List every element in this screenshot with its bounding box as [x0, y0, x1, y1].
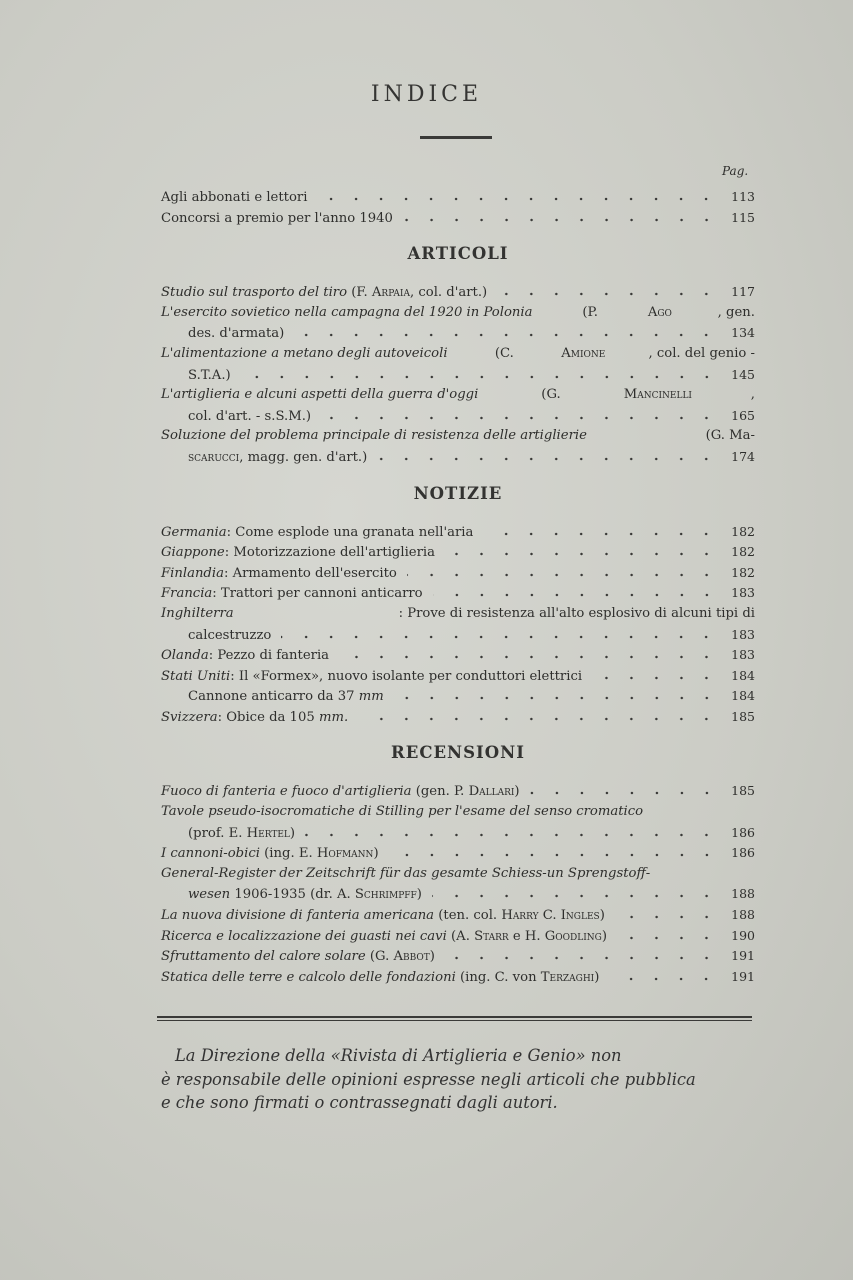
toc-entry-line [161, 323, 755, 344]
author-name: Dallari [468, 784, 515, 800]
entry-detail: Cannone anticarro da 37 [188, 689, 359, 705]
entry-title: Soluzione del problema principale di resistenza delle artiglierie [161, 428, 587, 444]
author-name: Starr [474, 928, 509, 944]
toc-entry-line [161, 823, 755, 844]
dot-leader [403, 218, 719, 222]
entry-detail: : Pezzo di fanteria [208, 648, 330, 664]
toc-entry-line [161, 967, 755, 988]
entry-text [161, 906, 605, 927]
dot-leader [445, 552, 719, 556]
entry-detail: ) [599, 908, 605, 924]
toc-entry-line [161, 686, 755, 707]
entry-text [188, 885, 422, 906]
entry-detail: , gen. [717, 304, 755, 320]
entry-title: Tavole pseudo-isocromatiche di Stilling per l'esame del senso cromatico [161, 804, 644, 820]
entry-text [161, 303, 755, 324]
entry-detail: (ing. C. von [455, 969, 541, 985]
page-number: 186 [731, 824, 755, 840]
entry-text [161, 344, 755, 365]
author-name: Abbot [393, 949, 430, 965]
author-name: Hofmann [316, 846, 374, 862]
toc-entry-line [161, 542, 755, 563]
page-number: 190 [731, 927, 755, 943]
entry-detail: des. d'armata) [188, 326, 285, 342]
dot-leader [609, 977, 719, 981]
dot-leader [617, 936, 719, 940]
toc-entry-line [161, 781, 755, 802]
dot-leader [530, 791, 719, 795]
page-number: 186 [731, 845, 755, 861]
disclaimer-line: è responsabile delle opinioni espresse negli articoli che pubblica [161, 1069, 696, 1089]
toc-entry-line [161, 802, 755, 823]
toc-entry-line [161, 707, 755, 728]
dot-leader [358, 717, 719, 721]
entry-detail: : Motorizzazione dell'artiglieria [224, 545, 435, 561]
toc-entry-line [161, 385, 755, 406]
page-number: 188 [731, 886, 755, 902]
entry-detail: , [750, 387, 755, 403]
entry-title: Olanda [161, 648, 209, 664]
entry-detail: ) [601, 928, 608, 944]
dot-leader [433, 593, 719, 597]
entry-title: Sfruttamento del calore solare [161, 949, 366, 965]
entry-detail: (A. [446, 928, 475, 944]
page-column-label: Pag. [722, 164, 749, 178]
toc-entry-line [161, 926, 755, 947]
author-name: Amione [561, 345, 606, 361]
entry-title: mm. [318, 709, 349, 725]
toc-entry-line [161, 282, 755, 303]
page-number: 145 [731, 366, 755, 382]
dot-leader [241, 375, 719, 379]
toc-entry-line [161, 946, 755, 967]
table-of-contents [161, 187, 755, 987]
entry-title: Ricerca e localizzazione dei guasti nei cavi [161, 928, 447, 944]
author-name: Ago [647, 304, 672, 320]
toc-entry-line [161, 864, 755, 885]
entry-text [161, 188, 307, 209]
toc-entry-line [161, 843, 755, 864]
dot-leader [394, 696, 719, 700]
entry-detail: ) [289, 825, 296, 841]
author-name: Harry C. Ingles [501, 908, 600, 924]
toc-entry-line [161, 522, 755, 543]
author-name: Goodling [544, 928, 602, 944]
entry-title: Statica delle terre e calcolo delle fondazioni [161, 969, 456, 985]
entry-text [161, 543, 435, 564]
page-number: 185 [731, 783, 755, 799]
entry-detail: , col. d'art.) [409, 285, 488, 301]
entry-text [161, 844, 379, 865]
author-name: Arpaia [371, 285, 410, 301]
entry-detail: calcestruzzo [188, 627, 272, 643]
entry-title: Germania [161, 524, 227, 540]
toc-entry-line [161, 905, 755, 926]
entry-text [161, 927, 607, 948]
page-number: 117 [731, 284, 755, 300]
dot-leader [483, 532, 719, 536]
entry-detail: (G. [537, 387, 565, 403]
toc-entry-line [161, 447, 755, 468]
entry-text [161, 604, 755, 625]
entry-text [161, 564, 397, 585]
page-title: INDICE [370, 82, 483, 107]
disclaimer-line: La Direzione della «Rivista di Artiglieria e Genio» non [175, 1046, 622, 1065]
toc-section [161, 468, 755, 728]
page-number: 113 [731, 189, 755, 204]
page-number: 184 [731, 688, 755, 704]
dot-leader [377, 457, 719, 461]
entry-title: wesen [188, 887, 231, 903]
entry-detail: ) [594, 969, 600, 985]
dot-leader [305, 833, 719, 837]
entry-detail: (G. [365, 949, 394, 965]
entry-detail: e H. [508, 928, 545, 944]
page-number: 174 [731, 448, 755, 464]
entry-detail: : Come esplode una granata nell'aria [226, 524, 474, 540]
entry-detail: : Obice da 105 [217, 709, 319, 725]
section-heading: NOTIZIE [413, 483, 503, 503]
author-name: Schrimpff [354, 887, 417, 903]
entry-text [188, 366, 231, 387]
dot-leader [317, 197, 719, 201]
entry-detail: : Prove di resistenza all'alto esplosivo di alcuni tipi di [398, 605, 755, 621]
page-number: 188 [731, 907, 755, 923]
entry-text [161, 584, 423, 605]
section-heading: RECENSIONI [391, 743, 525, 763]
toc-entry-line [161, 563, 755, 584]
entry-detail: ) [373, 846, 379, 862]
entry-text [188, 626, 271, 647]
entry-detail: (C. [490, 345, 519, 361]
entry-text [161, 708, 348, 729]
dot-leader [294, 333, 719, 337]
page-number: 115 [731, 209, 755, 225]
title-divider [420, 136, 492, 139]
entry-detail: (prof. E. [188, 825, 247, 841]
entry-title: L'artiglieria e alcuni aspetti della guerra d'oggi [161, 387, 479, 403]
toc-entry-line [161, 208, 755, 229]
entry-detail: ) [514, 784, 520, 800]
section-heading: ARTICOLI [407, 244, 509, 264]
toc-section [161, 727, 755, 987]
page-number: 165 [731, 407, 755, 423]
entry-detail: , magg. gen. d'art.) [239, 449, 368, 465]
entry-title: L'esercito sovietico nella campagna del 1920 in Polonia [161, 304, 533, 320]
entry-title: Stati Uniti [161, 668, 231, 684]
entry-detail: : Armamento dell'esercito [223, 565, 397, 581]
dot-leader [432, 894, 719, 898]
toc-entry-line [161, 666, 755, 687]
disclaimer-note [161, 1044, 756, 1115]
entry-detail: (ing. E. [259, 846, 317, 862]
entry-title: Francia [161, 586, 213, 602]
entry-detail: : Trattori per cannoni anticarro [212, 586, 423, 602]
dot-leader [615, 915, 719, 919]
page-number: 191 [731, 948, 755, 964]
toc-entry-line [161, 365, 755, 386]
page-number: 183 [731, 585, 755, 601]
page-number: 134 [731, 325, 755, 341]
toc-section [161, 228, 755, 467]
entry-title: Studio sul trasporto del tiro [161, 285, 348, 301]
entry-title: Fuoco di fanteria e fuoco d'artiglieria [161, 784, 412, 800]
entry-title: Finlandia [161, 565, 224, 581]
entry-text [188, 448, 367, 469]
entry-detail: ) [429, 949, 435, 965]
toc-entry-line [161, 344, 755, 365]
entry-title: Giappone [161, 545, 225, 561]
entry-text [188, 687, 384, 708]
dot-leader [339, 655, 719, 659]
entry-text [188, 324, 284, 345]
page-number: 182 [731, 523, 755, 539]
toc-entry-line [161, 426, 755, 447]
entry-title: L'alimentazione a metano degli autoveicoli [161, 345, 448, 361]
entry-detail: 1906-1935 (dr. A. [230, 887, 355, 903]
page-number: 182 [731, 564, 755, 580]
entry-text [188, 824, 295, 845]
entry-title: General-Register der Zeitschrift für das gesamte Schiess-un Sprengstoff- [161, 865, 651, 881]
entry-text [161, 523, 473, 544]
entry-detail: (P. [578, 304, 603, 320]
entry-text [161, 864, 755, 885]
entry-text [161, 968, 599, 989]
page-number: 184 [731, 667, 755, 683]
entry-detail: , col. del genio - [648, 345, 755, 361]
toc-section [161, 187, 755, 228]
entry-title: mm [358, 689, 384, 705]
footer-double-rule [157, 1016, 752, 1021]
dot-leader [389, 853, 719, 857]
toc-entry-line [161, 406, 755, 427]
author-name: Mancinelli [623, 387, 692, 403]
entry-title: La nuova divisione di fanteria americana [161, 908, 435, 924]
author-name: Terzaghi [540, 969, 595, 985]
entry-detail: (ten. col. [434, 908, 502, 924]
page-number: 191 [731, 968, 755, 984]
entry-text [161, 426, 755, 447]
author-name: Hertel [246, 825, 290, 841]
entry-detail: ) [416, 887, 422, 903]
entry-detail: S.T.A.) [188, 367, 231, 383]
toc-entry-line [161, 645, 755, 666]
entry-text [161, 782, 520, 803]
toc-entry-line [161, 187, 755, 208]
toc-entry-line [161, 604, 755, 625]
entry-text [161, 947, 435, 968]
toc-entry-line [161, 303, 755, 324]
author-name: scarucci [188, 449, 240, 465]
toc-entry-line [161, 625, 755, 646]
entry-text [188, 407, 311, 428]
disclaimer-line: e che sono firmati o contrassegnati dagli autori. [161, 1093, 558, 1112]
entry-detail: col. d'art. - s.S.M.) [188, 408, 312, 424]
entry-detail: Concorsi a premio per l'anno 1940 [161, 210, 393, 226]
page-number: 182 [731, 544, 755, 560]
entry-text [161, 283, 487, 304]
entry-detail: (F. [347, 285, 372, 301]
dot-leader [321, 416, 719, 420]
entry-text [161, 385, 755, 406]
entry-text [161, 802, 755, 823]
page-number: 183 [731, 626, 755, 642]
page-number: 183 [731, 647, 755, 663]
toc-entry-line [161, 884, 755, 905]
entry-detail: (gen. P. [411, 784, 469, 800]
entry-detail: (G. Ma- [701, 428, 755, 444]
entry-title: Inghilterra [161, 605, 234, 621]
entry-text [161, 646, 329, 667]
entry-detail: Agli abbonati e lettori [161, 190, 308, 205]
dot-leader [281, 635, 719, 639]
dot-leader [592, 676, 719, 680]
page-number: 185 [731, 708, 755, 724]
entry-detail: : Il «Formex», nuovo isolante per conduttori elettrici [230, 668, 583, 684]
entry-text [161, 667, 582, 688]
dot-leader [445, 956, 719, 960]
entry-text [161, 209, 393, 230]
entry-title: I cannoni-obici [161, 846, 260, 862]
dot-leader [497, 292, 719, 296]
dot-leader [407, 573, 719, 577]
entry-title: Svizzera [161, 709, 218, 725]
toc-entry-line [161, 583, 755, 604]
